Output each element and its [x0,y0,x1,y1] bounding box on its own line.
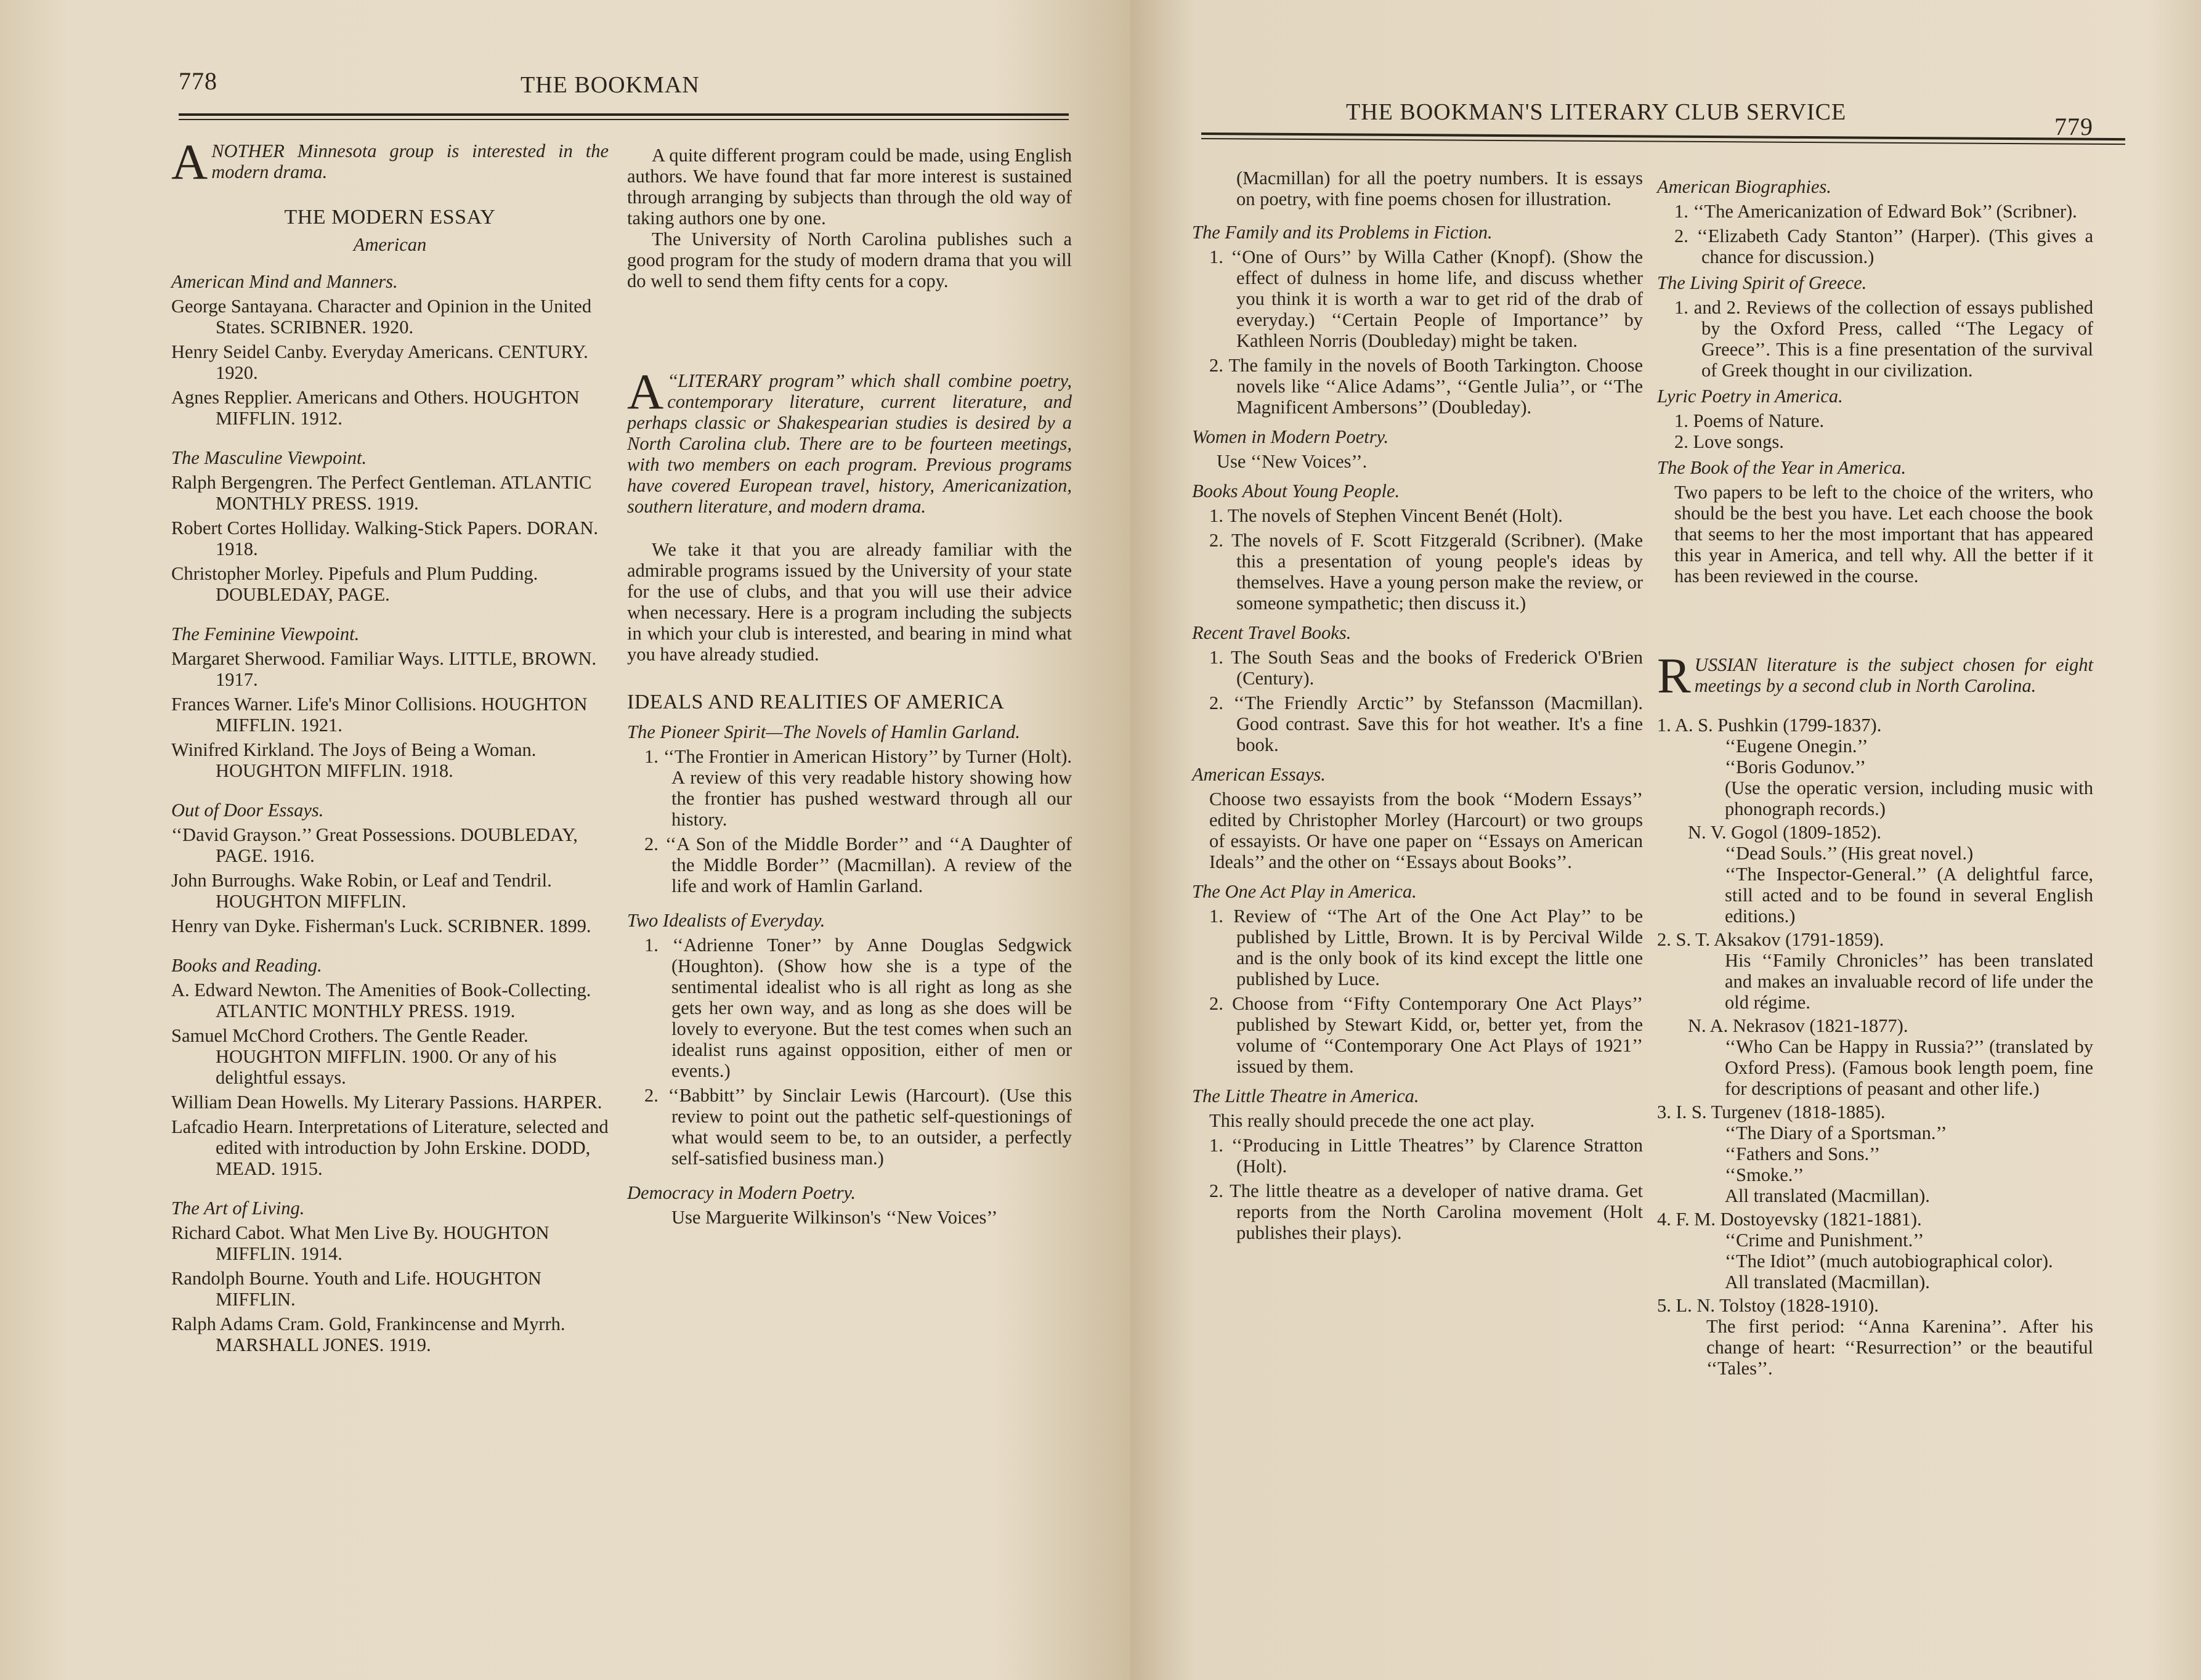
topic-heading: Recent Travel Books. [1192,622,1352,643]
author-heading: 5. L. N. Tolstoy (1828-1910). [1657,1295,1879,1316]
program-topic [627,721,1072,896]
book-entry: ‘‘David Grayson.’’ Great Possessions. DOUBLEDAY, PAGE. 1916. [171,824,578,866]
right-column-2 [1657,176,2093,1379]
book-entry: Richard Cabot. What Men Live By. HOUGHTON MIFFLIN. 1914. [171,1222,549,1264]
book-entry: Henry van Dyke. Fisherman's Luck. SCRIBNER. 1899. [171,915,591,936]
topic-body: Use Marguerite Wilkinson's ‘‘New Voices’’ [671,1207,998,1228]
work-line: ‘‘Fathers and Sons.’’ [1725,1143,1881,1164]
section-title: IDEALS AND REALITIES OF AMERICA [627,691,1005,713]
program-topic [1192,1086,1643,1243]
group-heading: Out of Door Essays. [171,800,324,821]
essay-group [171,623,609,781]
book-entry: Randolph Bourne. Youth and Life. HOUGHTON MIFFLIN. [171,1268,541,1310]
topic-item: 1. The South Seas and the books of Frederick O'Brien (Century). [1209,647,1643,689]
program-topic [1657,272,2093,381]
work-line: His ‘‘Family Chronicles’’ has been translated and makes an invaluable record of life under the old régime. [1725,950,2093,1013]
section-title: THE MODERN ESSAY [284,206,496,229]
book-entry: Christopher Morley. Pipefuls and Plum Pudding. DOUBLEDAY, PAGE. [171,563,538,605]
program-topic [1657,386,2093,452]
topic-heading: The Little Theatre in America. [1192,1086,1419,1106]
group-heading: American Mind and Manners. [171,271,398,292]
right-page [1130,0,2201,1680]
book-entry: John Burroughs. Wake Robin, or Leaf and Tendril. HOUGHTON MIFFLIN. [171,870,552,912]
author-entry [1657,1295,2093,1379]
work-line: ‘‘Crime and Punishment.’’ [1725,1230,1924,1251]
work-line: All translated (Macmillan). [1725,1185,1930,1206]
author-heading: N. A. Nekrasov (1821-1877). [1688,1015,1908,1036]
page-number: 778 [179,67,217,95]
program-topic [1192,222,1643,418]
header-rule-thin [179,119,1069,120]
topic-item: 2. ‘‘A Son of the Middle Border’’ and ‘‘A Daughter of the Middle Border’’ (Macmillan). A review of the life and work of Hamlin Garland. [644,834,1072,896]
book-entry: Agnes Repplier. Americans and Others. HOUGHTON MIFFLIN. 1912. [171,387,580,429]
topic-item: 1. ‘‘One of Ours’’ by Willa Cather (Knopf). (Show the effect of dulness in home life, and discuss whether you think it is worth a war to get rid of the drab of everyday.) ‘‘Certain People of Importance’’ by Kathleen Norris (Doubleday) might be taken. [1209,246,1643,351]
book-entry: Margaret Sherwood. Familiar Ways. LITTLE, BROWN. 1917. [171,648,597,690]
program-topic [1192,622,1643,755]
header-rule [179,113,1069,116]
work-line: ‘‘Smoke.’’ [1725,1164,1804,1185]
work-line: (Use the operatic version, including music with phonograph records.) [1725,777,2093,819]
topic-item: 2. Love songs. [1674,431,1784,452]
paragraph: The University of North Carolina publishes such a good program for the study of modern drama that you will do well to send them fifty cents for a copy. [627,229,1072,291]
topic-item: 2. ‘‘Babbitt’’ by Sinclair Lewis (Harcourt). (Use this review to point out the pathetic self-questionings of what would seem to be, to an outsider, a perfectly self-satisfied business man.) [644,1085,1072,1169]
work-line: ‘‘Dead Souls.’’ (His great novel.) [1725,843,1974,864]
author-heading: 1. A. S. Pushkin (1799-1837). [1657,715,1882,736]
program-topic [1657,176,2093,267]
topic-item: 1. ‘‘Producing in Little Theatres’’ by Clarence Stratton (Holt). [1209,1135,1643,1177]
topic-heading: The Family and its Problems in Fiction. [1192,222,1493,243]
topic-item: 2. Choose from ‘‘Fifty Contemporary One Act Plays’’ published by Stewart Kidd, or, better yet, from the volume of ‘‘Contemporary One Act Plays of 1921’’ issued by them. [1209,993,1643,1077]
page-number: 779 [2054,113,2093,140]
topic-item: 1. The novels of Stephen Vincent Benét (Holt). [1209,505,1563,526]
book-entry: Ralph Bergengren. The Perfect Gentleman. ATLANTIC MONTHLY PRESS. 1919. [171,472,592,514]
topic-item: 2. ‘‘The Friendly Arctic’’ by Stefansson (Macmillan). Good contrast. Save this for hot weather. It's a fine book. [1209,692,1643,755]
topic-heading: Lyric Poetry in America. [1657,386,1843,407]
topic-heading: The One Act Play in America. [1192,881,1417,902]
author-heading: 2. S. T. Aksakov (1791-1859). [1657,929,1884,950]
topic-heading: Books About Young People. [1192,481,1400,501]
work-line: ‘‘Eugene Onegin.’’ [1725,736,1868,757]
topic-item: 1. ‘‘The Frontier in American History’’ by Turner (Holt). A review of this very readable history showing how the frontier has pushed westward through all our history. [644,746,1072,830]
group-heading: The Masculine Viewpoint. [171,447,367,468]
book-entry: Lafcadio Hearn. Interpretations of Literature, selected and edited with introduction by John Erskine. DODD, MEAD. 1915. [171,1116,609,1179]
topic-heading: The Living Spirit of Greece. [1657,272,1867,293]
program-topic [1192,764,1643,872]
topic-heading: The Pioneer Spirit—The Novels of Hamlin Garland. [627,721,1020,742]
essay-group [171,271,609,429]
drop-cap: R [1657,647,1691,704]
topic-item: 2. The family in the novels of Booth Tarkington. Choose novels like ‘‘Alice Adams’’, ‘‘Gentle Julia’’, or ‘‘The Magnificent Ambersons’’ (Doubleday). [1209,355,1643,418]
author-heading: N. V. Gogol (1809-1852). [1688,822,1882,843]
topic-heading: American Biographies. [1657,176,1831,197]
program-topic [1657,457,2093,586]
topic-heading: The Book of the Year in America. [1657,457,1907,478]
book-entry: George Santayana. Character and Opinion in the United States. SCRIBNER. 1920. [171,296,592,338]
author-entry [1657,1102,2093,1206]
right-column-1 [1192,168,1643,1247]
author-entry [1657,822,2093,927]
program-topic [1192,481,1643,614]
book-entry: Ralph Adams Cram. Gold, Frankincense and Myrrh. MARSHALL JONES. 1919. [171,1313,565,1355]
section-subtitle: American [353,234,427,255]
running-head: THE BOOKMAN [521,72,700,98]
topic-body: Use ‘‘New Voices’’. [1217,451,1368,472]
work-line: ‘‘Boris Godunov.’’ [1725,757,1866,777]
book-entry: Frances Warner. Life's Minor Collisions. HOUGHTON MIFFLIN. 1921. [171,694,588,736]
essay-group [171,1198,609,1355]
author-entry [1657,929,2093,1013]
continuation-text: (Macmillan) for all the poetry numbers. It is essays on poetry, with fine poems chosen for illustration. [1236,168,1643,209]
topic-item: 1. ‘‘The Americanization of Edward Bok’’ (Scribner). [1674,201,2077,222]
left-column-1 [171,134,609,1374]
topic-body: This really should precede the one act play. [1209,1110,1535,1131]
author-entry [1657,1209,2093,1292]
topic-item: 2. ‘‘Elizabeth Cady Stanton’’ (Harper). (This gives a chance for discussion.) [1674,225,2093,267]
essay-group [171,955,609,1179]
program-topic [1192,881,1643,1077]
group-heading: The Feminine Viewpoint. [171,623,360,644]
work-line: All translated (Macmillan). [1725,1272,1930,1292]
topic-heading: Women in Modern Poetry. [1192,426,1389,447]
work-line: ‘‘The Idiot’’ (much autobiographical color). [1725,1251,2053,1272]
book-entry: Robert Cortes Holliday. Walking-Stick Papers. DORAN. 1918. [171,517,599,559]
topic-item: 1. and 2. Reviews of the collection of essays published by the Oxford Press, called ‘‘The Legacy of Greece’’. This is a fine presentation of the survival of Greek thought in our civilization. [1674,297,2093,381]
essay-group [171,447,609,605]
author-heading: 4. F. M. Dostoyevsky (1821-1881). [1657,1209,1922,1230]
topic-item: 2. The novels of F. Scott Fitzgerald (Scribner). (Make this a presentation of young people's ideas by themselves. Have a young person make the review, or someone sympathetic; then discuss it.) [1209,530,1643,614]
book-entry: Winifred Kirkland. The Joys of Being a Woman. HOUGHTON MIFFLIN. 1918. [171,739,537,781]
drop-cap: A [171,134,208,190]
paragraph: We take it that you are already familiar with the admirable programs issued by the University of your state for the use of clubs, and that you will use their advice when necessary. Here is a program including the subjects in which your club is interested, and bearing in mind what you have already studied. [627,539,1072,665]
topic-item: 1. ‘‘Adrienne Toner’’ by Anne Douglas Sedgwick (Houghton). (Show how she is a type of the sentimental idealist who is all right as long as she gets her own way, and as long as she does will be lovely to everyone. But the test comes when such an idealist runs against opposition, either of men or events.) [644,935,1072,1081]
author-entry [1657,715,2093,819]
topic-heading: Democracy in Modern Poetry. [627,1182,856,1203]
group-heading: The Art of Living. [171,1198,305,1219]
topic-body: Two papers to be left to the choice of the writers, who should be the best you have. Let each choose the book that seems to her the most important that has appeared this year in America, and tell why. All the better if it has been reviewed in the course. [1674,482,2093,586]
author-entry [1657,1015,2093,1099]
program-topic [1192,426,1643,472]
group-heading: Books and Reading. [171,955,322,976]
work-line: The first period: ‘‘Anna Karenina’’. After his change of heart: ‘‘Resurrection’’ or the beautiful ‘‘Tales’’. [1706,1316,2093,1379]
book-entry: Henry Seidel Canby. Everyday Americans. CENTURY. 1920. [171,341,588,383]
intro-note: ANOTHER Minnesota group is interested in the modern drama. [171,134,609,190]
program-topic [627,910,1072,1169]
topic-item: 1. Poems of Nature. [1674,410,1825,431]
paragraph: A quite different program could be made, using English authors. We have found that far more interest is sustained through arranging by subjects than through the old way of taking authors one by one. [627,145,1072,229]
work-line: ‘‘The Inspector-General.’’ (A delightful farce, still acted and to be found in several English editions.) [1725,864,2093,927]
running-head: THE BOOKMAN'S LITERARY CLUB SERVICE [1346,99,1847,125]
club-query: A ‘‘LITERARY program’’ which shall combine poetry, contemporary literature, current literature, and perhaps classic or Shakespearian studies is desired by a North Carolina club. There are to be fourteen meetings, with two members on each program. Previous programs have covered European travel, history, Americanization, southern literature, and modern drama. [627,363,1072,517]
russian-program [1657,715,2093,1379]
book-entry: A. Edward Newton. The Amenities of Book-Collecting. ATLANTIC MONTHLY PRESS. 1919. [171,980,591,1021]
topic-item: 1. Review of ‘‘The Art of the One Act Play’’ to be published by Little, Brown. It is by Percival Wilde and is the only book of its kind except the little one published by Luce. [1209,906,1643,989]
left-column-2 [627,145,1072,1232]
author-heading: 3. I. S. Turgenev (1818-1885). [1657,1102,1886,1122]
book-entry: Samuel McChord Crothers. The Gentle Reader. HOUGHTON MIFFLIN. 1900. Or any of his delightful essays. [171,1025,557,1088]
work-line: ‘‘Who Can be Happy in Russia?’’ (translated by Oxford Press). (Famous book length poem, fine for descriptions of peasant and other life.) [1725,1036,2093,1099]
book-entry: William Dean Howells. My Literary Passions. HARPER. [171,1092,602,1113]
essay-group [171,800,609,936]
topic-heading: Two Idealists of Everyday. [627,910,825,931]
topic-body: Choose two essayists from the book ‘‘Modern Essays’’ edited by Christopher Morley (Harcourt) or two groups of essayists. Or have one paper on ‘‘Essays on American Ideals’’ and the other on ‘‘Essays about Books’’. [1209,789,1643,872]
topic-item: 2. The little theatre as a developer of native drama. Get reports from the North Carolina movement (Holt publishes their plays). [1209,1180,1643,1243]
topic-heading: American Essays. [1192,764,1326,785]
program-topic [627,1182,1072,1228]
club-query: RUSSIAN literature is the subject chosen for eight meetings by a second club in North Carolina. [1657,647,2093,704]
work-line: ‘‘The Diary of a Sportsman.’’ [1725,1122,1947,1143]
drop-cap: A [627,363,664,420]
